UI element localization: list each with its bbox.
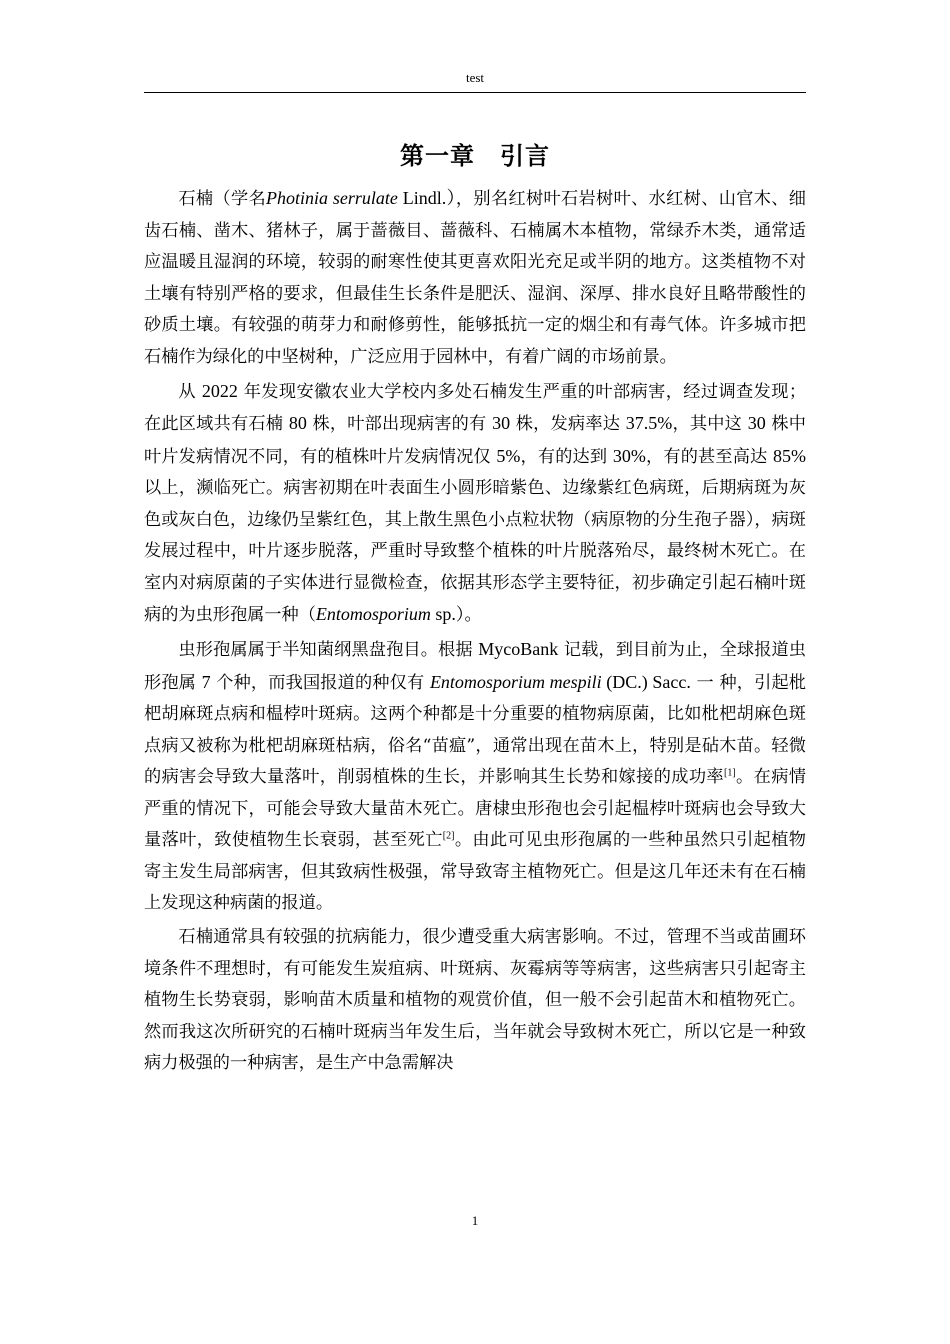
p2-text-i: 以上，濒临死亡。病害初期在叶表面生小圆形暗紫色、边缘紫红色病斑，后期病斑为灰色或灰白色，边缘仍呈紫红色，其上散生黑色小点粒状物（病原物的分生孢子器），病斑发展过程中，叶片逐步脱落，严重时导致整个植株的叶片脱落殆尽，最终树木死亡。在室内对病原菌的子实体进行显微检查，依据其形态学主要特征，初步确定引起石楠叶斑病的为虫形孢属一种（ [144, 478, 806, 625]
p2-count-diseased: 30 [492, 413, 511, 433]
page-number: 1 [471, 1213, 479, 1228]
running-header: test [465, 70, 485, 85]
p1-text-a: 石楠（学名 [178, 189, 267, 209]
p2-year: 2022 [201, 380, 238, 401]
p2-text-g: ，有的达到 [520, 446, 613, 467]
mycobank-name: MycoBank [478, 639, 559, 659]
paragraph-4: 石楠通常具有较强的抗病能力，很少遭受重大病害影响。不过，管理不当或苗圃环境条件不理想时，有可能发生炭疽病、叶斑病、灰霉病等等病害，这些病害只引起寄主植物生长势衰弱，影响苗木质量和植物的观赏价值，但一般不会引起苗木和植物死亡。然而我这次所研究的石楠叶斑病当年发生后，当年就会导致树木死亡，所以它是一种致病力极强的一种病害，是生产中急需解决 [144, 927, 806, 1073]
p2-text-c: 株，叶部出现病害的有 [306, 414, 493, 434]
p1-text-c: ，别名红树叶石岩树叶、水红树、山官木、细齿石楠、凿木、猪林子，属于蔷薇目、蔷薇科、石楠属木本植物，常绿乔木类，通常适应温暖且湿润的环境，较弱的耐寒性使其更喜欢阳光充足或半阴的地方。这类植物不对土壤有特别严格的要求，但最佳生长条件是肥沃、湿润、深厚、排水良好且略带酸性的砂质土壤。有较强的萌芽力和耐修剪性，能够抵抗一定的烟尘和有毒气体。许多城市把石楠作为绿化的中坚树种，广泛应用于园林中，有着广阔的市场前景。 [144, 189, 806, 367]
paragraph-2 [144, 376, 806, 632]
p2-text-h: ，有的甚至高达 [645, 446, 773, 467]
p2-count-diseased-2: 30 [747, 413, 766, 433]
genus-name: Entomosporium [315, 604, 431, 624]
p2-text-f: 株中叶片发病情况不同，有的植株叶片发病情况仅 [144, 414, 806, 467]
p3-text-b: 记载，到目前为止，全球报道虫形孢属 [144, 640, 806, 693]
p2-count-total: 80 [288, 413, 307, 433]
p2-text-j: ）。 [455, 605, 482, 625]
p2-text-d: 株，发病率达 [510, 414, 626, 434]
p2-text-a: 从 [178, 381, 202, 402]
p3-text-e: 。在病情严重的情况下，可能会导致大量苗木死亡。唐棣虫形孢也会引起榅桲叶斑病也会导致大量落叶，致使植物生长衰弱，甚至死亡 [144, 767, 806, 850]
p3-text-d: 一 种，引起枇杷胡麻斑点病和榅桲叶斑病。这两个种都是十分重要的植物病原菌，比如枇杷胡麻色斑点病又被称为枇杷胡麻斑枯病，俗名“苗瘟”，通常出现在苗木上，特别是砧木苗。轻微的病害会导致大量落叶，削弱植株的生长，并影响其生长势和嫁接的成功率 [144, 672, 806, 787]
latin-name: Photinia serrulate [266, 188, 398, 208]
paragraph-1 [144, 183, 806, 373]
p2-percent-5: 5% [496, 445, 521, 466]
citation-ref-2[interactable]: [2] [442, 830, 455, 842]
p2-disease-rate: 37.5% [625, 413, 673, 433]
species-authority: (DC.) Sacc. [601, 671, 691, 692]
p3-species-count: 7 [201, 671, 211, 692]
citation-ref-1[interactable]: [1] [724, 767, 736, 779]
p2-text-b: 年发现安徽农业大学校内多处石楠发生严重的叶部病害，经过调查发现；在此区域共有石楠 [144, 381, 807, 434]
author-citation: Lindl.） [397, 188, 456, 208]
p2-percent-85: 85% [773, 445, 806, 466]
species-latin-name: Entomosporium mespili [429, 671, 602, 692]
header-rule [144, 92, 806, 93]
paragraph-3 [144, 634, 806, 920]
p2-text-e: ，其中这 [672, 414, 748, 434]
body-text [144, 183, 806, 1080]
p3-text-a: 虫形孢属属于半知菌纲黑盘孢目。根据 [178, 640, 479, 660]
p3-text-f: 。由此可见虫形孢属的一些种虽然只引起植物寄主发生局部病害，但其致病性极强，常导致寄主植物死亡。但是这几年还未有在石楠上发现这种病菌的报道。 [144, 830, 806, 913]
species-abbrev: sp. [430, 604, 456, 624]
p2-percent-30: 30% [612, 445, 646, 466]
chapter-title: 第一章 引言 [400, 142, 550, 170]
p3-text-c: 个种，而我国报道的种仅有 [210, 672, 430, 693]
